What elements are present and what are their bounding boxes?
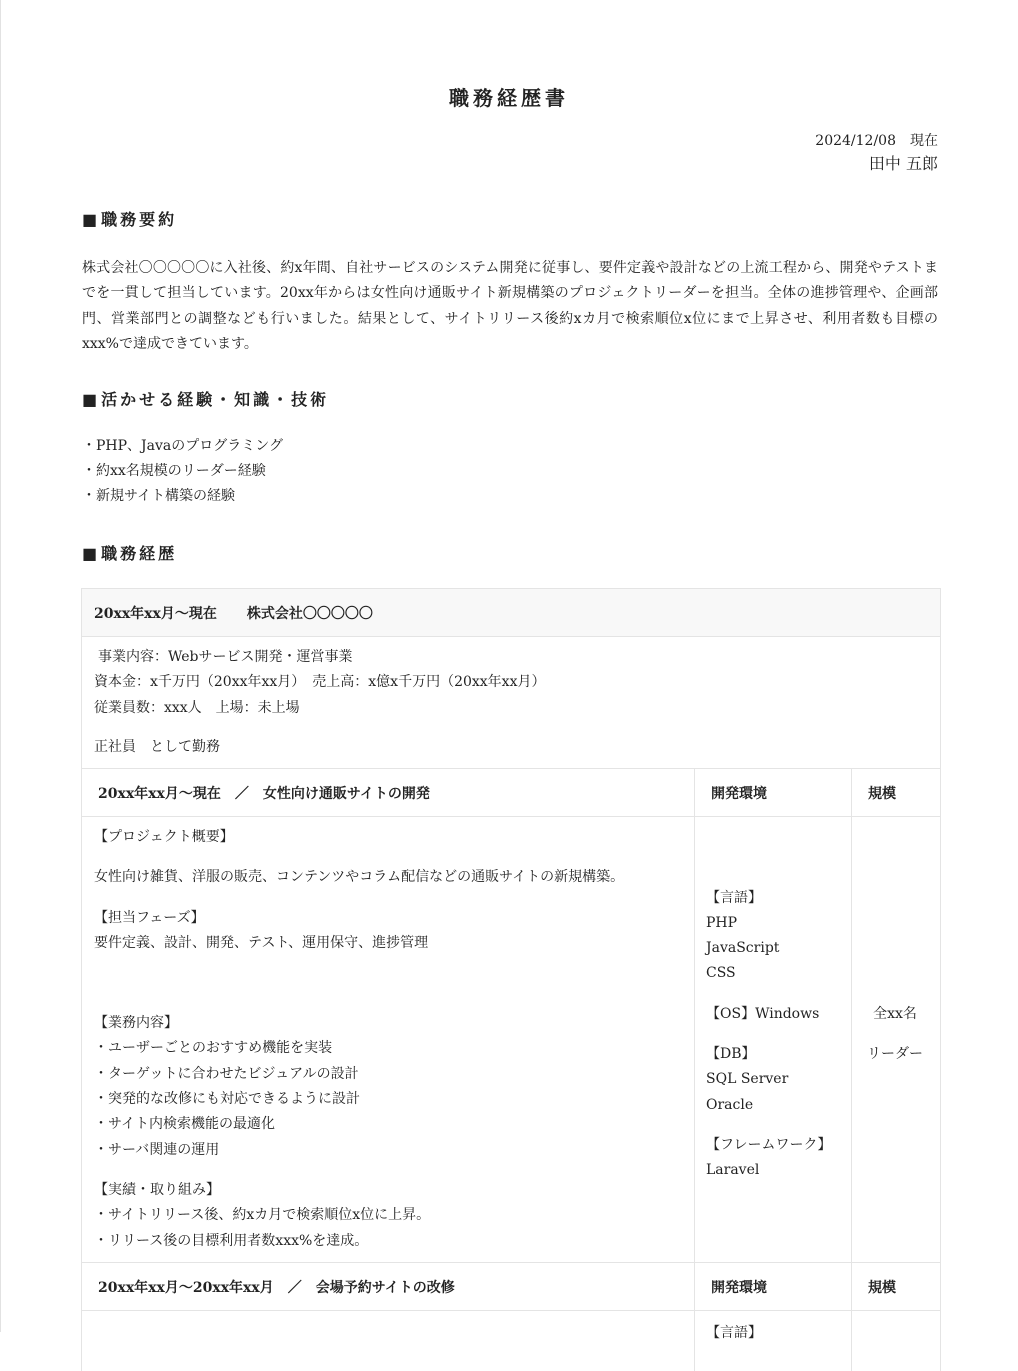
- project-scale: [852, 1311, 938, 1371]
- author-name: 田中 五郎: [868, 154, 938, 173]
- env-db: [706, 1042, 851, 1118]
- env-lang-title: 【言語】: [706, 889, 762, 906]
- scale-members: 全xx名: [873, 1006, 917, 1022]
- skill-item: ・PHP、Javaのプログラミング: [82, 438, 283, 454]
- env-column-label: 開発環境: [695, 769, 852, 816]
- heading-career: [82, 541, 177, 564]
- env-db-title: 【DB】: [706, 1046, 756, 1062]
- project-header: [82, 1263, 940, 1311]
- document-date: 2024/12/08 現在: [815, 133, 938, 149]
- scale-column-label: 規模: [868, 785, 896, 802]
- document-meta: [815, 130, 938, 176]
- env-lang-item: PHP: [706, 914, 738, 931]
- company-employees: 従業員数：xxx人 上場：未上場: [94, 699, 300, 716]
- task-item: ・突発的な改修にも対応できるように設計: [94, 1091, 360, 1108]
- task-item: ・ターゲットに合わせたビジュアルの設計: [94, 1065, 359, 1082]
- document-title: 職務経歴書: [449, 86, 569, 110]
- heading-skills-label: 活かせる経験・知識・技術: [101, 390, 330, 409]
- career-table: [81, 588, 941, 1371]
- company-capital: 資本金：x千万円（20xx年xx月） 売上高：x億x千万円（20xx年xx月）: [94, 674, 546, 691]
- env-fw-item: Laravel: [706, 1162, 760, 1179]
- env-db-item: Oracle: [706, 1096, 754, 1113]
- project-title: 20xx年xx月～現在 ／ 女性向け通販サイトの開発: [82, 769, 695, 816]
- env-os: [706, 1002, 851, 1027]
- project-header: [82, 769, 940, 817]
- project-title: 20xx年xx月～20xx年xx月 ／ 会場予約サイトの改修: [82, 1263, 695, 1310]
- company-period: 20xx年xx月～現在: [94, 605, 217, 622]
- dev-environment: [695, 1311, 852, 1371]
- dev-environment: [695, 817, 852, 1262]
- heading-summary: [82, 207, 177, 230]
- tasks-title: 【業務内容】: [94, 1015, 178, 1032]
- env-framework: [706, 1133, 851, 1184]
- results-title: 【実績・取り組み】: [94, 1181, 220, 1198]
- project-body: [82, 817, 940, 1263]
- result-item: ・リリース後の目標利用者数xxx%を達成。: [94, 1232, 369, 1249]
- project-details: [82, 1311, 695, 1371]
- overview-text: 女性向け雑貨、洋服の販売、コンテンツやコラム配信などの通販サイトの新規構築。: [94, 869, 625, 886]
- env-db-item: SQL Server: [706, 1071, 789, 1088]
- env-lang-item: JavaScript: [706, 940, 780, 957]
- scale-role: リーダー: [867, 1046, 923, 1062]
- env-lang-title: 【言語】: [706, 1325, 762, 1341]
- company-header: [82, 589, 940, 637]
- env-lang-item: CSS: [706, 965, 736, 982]
- scale-column-label: 規模: [868, 1279, 896, 1296]
- page-edge: [0, 0, 1, 1332]
- company-info: [82, 637, 940, 769]
- skill-item: ・約xx名規模のリーダー経験: [82, 463, 266, 479]
- task-item: ・サイト内検索機能の最適化: [94, 1116, 276, 1133]
- square-bullet: ■: [82, 210, 98, 229]
- project-body: [82, 1311, 940, 1371]
- square-bullet: ■: [82, 544, 98, 563]
- company-name: 株式会社〇〇〇〇〇: [246, 605, 373, 622]
- env-os-text: 【OS】Windows: [706, 1005, 820, 1022]
- skills-list: [82, 434, 283, 509]
- env-fw-title: 【フレームワーク】: [706, 1136, 832, 1153]
- overview-title: 【プロジェクト概要】: [94, 829, 234, 845]
- heading-skills: [82, 387, 329, 410]
- result-item: ・サイトリリース後、約xカ月で検索順位x位に上昇。: [94, 1207, 431, 1224]
- heading-career-label: 職務経歴: [101, 544, 178, 563]
- heading-summary-label: 職務要約: [101, 210, 178, 229]
- project-details: [82, 817, 695, 1262]
- task-item: ・サーバ関連の運用: [94, 1141, 220, 1158]
- project-scale: [852, 817, 938, 1262]
- company-employment: 正社員 として勤務: [94, 738, 220, 755]
- company-business: 事業内容：Webサービス開発・運営事業: [98, 649, 353, 665]
- phase-title: 【担当フェーズ】: [94, 909, 205, 926]
- env-languages: [706, 886, 851, 987]
- summary-text: 株式会社〇〇〇〇〇に入社後、約x年間、自社サービスのシステム開発に従事し、要件定義や設計などの上流工程から、開発やテストまでを一貫して担当しています。20xx年からは女性向け通販サイト新規構築のプロジェクトリーダーを担当。全体の進捗管理や、企画部門、営業部門との調整なども行いました。結果として、サイトリリース後約xカ月で検索順位x位にまで上昇させ、利用者数も目標のxxx%で達成できています。: [82, 260, 938, 352]
- phase-text: 要件定義、設計、開発、テスト、運用保守、進捗管理: [94, 934, 429, 951]
- env-column-label: 開発環境: [695, 1263, 852, 1310]
- skill-item: ・新規サイト構築の経験: [82, 488, 236, 504]
- square-bullet: ■: [82, 390, 98, 409]
- task-item: ・ユーザーごとのおすすめ機能を実装: [94, 1040, 333, 1057]
